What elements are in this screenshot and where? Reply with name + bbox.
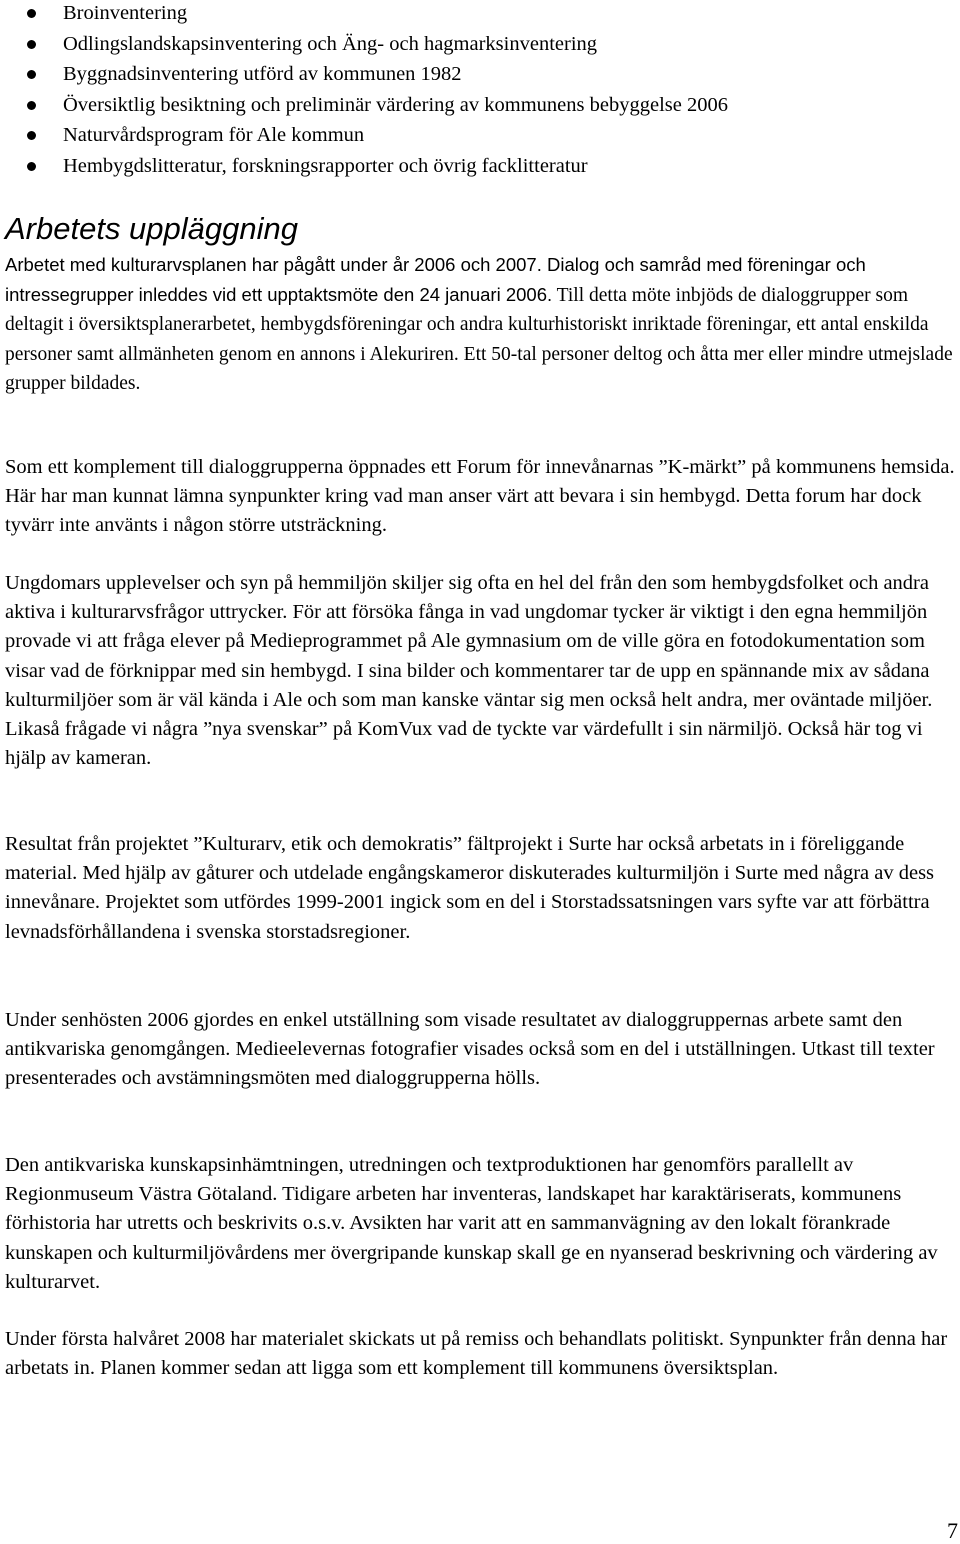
intro-paragraph-rest: Till detta möte inbjöds de dialoggrupper som deltagit i översiktsplanerarbetet, hembygdsföreningar och andra kulturhistoriskt inriktade föreningar, ett antal enskilda personer samt allmänheten genom en annons i Alekuriren. Ett 50-tal personer deltog och åtta mer eller mindre utmejslade grupper bildades. — [5, 285, 953, 394]
list-item — [0, 151, 960, 182]
list-item — [0, 90, 960, 121]
list-item — [0, 0, 960, 29]
bullet-icon — [27, 162, 36, 171]
source-list — [0, 0, 960, 182]
intro-paragraph-lead: Arbetet med kulturarvsplanen har pågått under år 2006 och 2007. Dialog och samråd med föreningar och intressegrupper inleddes vid ett upptaktsmöte den 24 januari 2006. — [5, 254, 866, 306]
bullet-icon — [27, 9, 36, 18]
list-item-text: Naturvårdsprogram för Ale kommun — [63, 124, 365, 147]
page-number: 7 — [947, 1518, 958, 1543]
paragraph-youth: Ungdomars upplevelser och syn på hemmiljön skiljer sig ofta en hel del från den som hembygdsfolket och andra aktiva i kulturarvsfrågor uttrycker. För att försöka fånga in vad ungdomar tycker är viktigt i den egna hemmiljön provade vi att fråga elever på Medieprogrammet på Ale gymnasium om de ville göra en fotodokumentation som visar vad de förknippar med sin hembygd. I sina bilder och kommentarer tar de upp en spännande mix av sådana kulturmiljöer som är väl kända i Ale och som man kanske väntar sig men också helt andra, mer oväntade miljöer. Likaså frågade vi några ”nya svenskar” på KomVux vad de tyckte var värdefullt i sin närmiljö. Också här tog vi hjälp av kameran. — [5, 572, 933, 770]
list-item — [0, 59, 960, 90]
paragraph-forum: Som ett komplement till dialoggrupperna öppnades ett Forum för innevånarnas ”K-märkt” på kommunens hemsida. Här har man kunnat lämna synpunkter kring vad man anser värt att bevara i sin hembygd. Detta forum har dock tyvärr inte använts i någon större utsträckning. — [5, 456, 955, 537]
list-item — [0, 29, 960, 60]
bullet-icon — [27, 70, 36, 79]
paragraph-antiquarian: Den antikvariska kunskapsinhämtningen, utredningen och textproduktionen har genomförs parallellt av Regionmuseum Västra Götaland. Tidigare arbeten har inventeras, landskapet har karaktäriserats, kommunens förhistoria har utretts och beskrivits o.s.v. Avsikten har varit att en sammanvägning av den lokalt förankrade kunskapen och kulturmiljövårdens mer övergripande kunskap skall ge en nyanserad beskrivning och värdering av kulturarvet. — [5, 1154, 938, 1293]
paragraph-consultation: Under första halvåret 2008 har materialet skickats ut på remiss och behandlats politiskt. Synpunkter från denna har arbetats in. Planen kommer sedan att ligga som ett komplement till kommunens översiktsplan. — [5, 1328, 948, 1380]
paragraph-exhibition: Under senhösten 2006 gjordes en enkel utställning som visade resultatet av dialoggruppernas arbete samt den antikvariska genomgången. Medieelevernas fotografier visades också som en del i utställningen. Utkast till texter presenterades och avstämningsmöten med dialoggrupperna hölls. — [5, 1009, 935, 1090]
bullet-icon — [27, 101, 36, 110]
list-item-text: Odlingslandskapsinventering och Äng- och hagmarksinventering — [63, 32, 598, 55]
paragraph-surte-project: Resultat från projektet ”Kulturarv, etik och demokratis” fältprojekt i Surte har också arbetats in i föreliggande material. Med hjälp av gåturer och utdelade engångskameror diskuterades kulturmiljön i Surte med några av dess innevånare. Projektet som utfördes 1999-2001 ingick som en del i Storstadssatsningen vars syfte var att förbättra levnadsförhållandena i svenska storstadsregioner. — [5, 833, 935, 943]
intro-paragraph — [5, 250, 957, 398]
list-item-text: Byggnadsinventering utförd av kommunen 1982 — [63, 63, 462, 86]
list-item-text: Hembygdslitteratur, forskningsrapporter och övrig facklitteratur — [63, 154, 588, 177]
list-item-text: Översiktlig besiktning och preliminär värdering av kommunens bebyggelse 2006 — [63, 93, 728, 116]
bullet-icon — [27, 40, 36, 49]
section-heading: Arbetets uppläggning — [5, 211, 299, 246]
bullet-icon — [27, 131, 36, 140]
list-item — [0, 120, 960, 151]
list-item-text: Broinventering — [63, 2, 188, 24]
